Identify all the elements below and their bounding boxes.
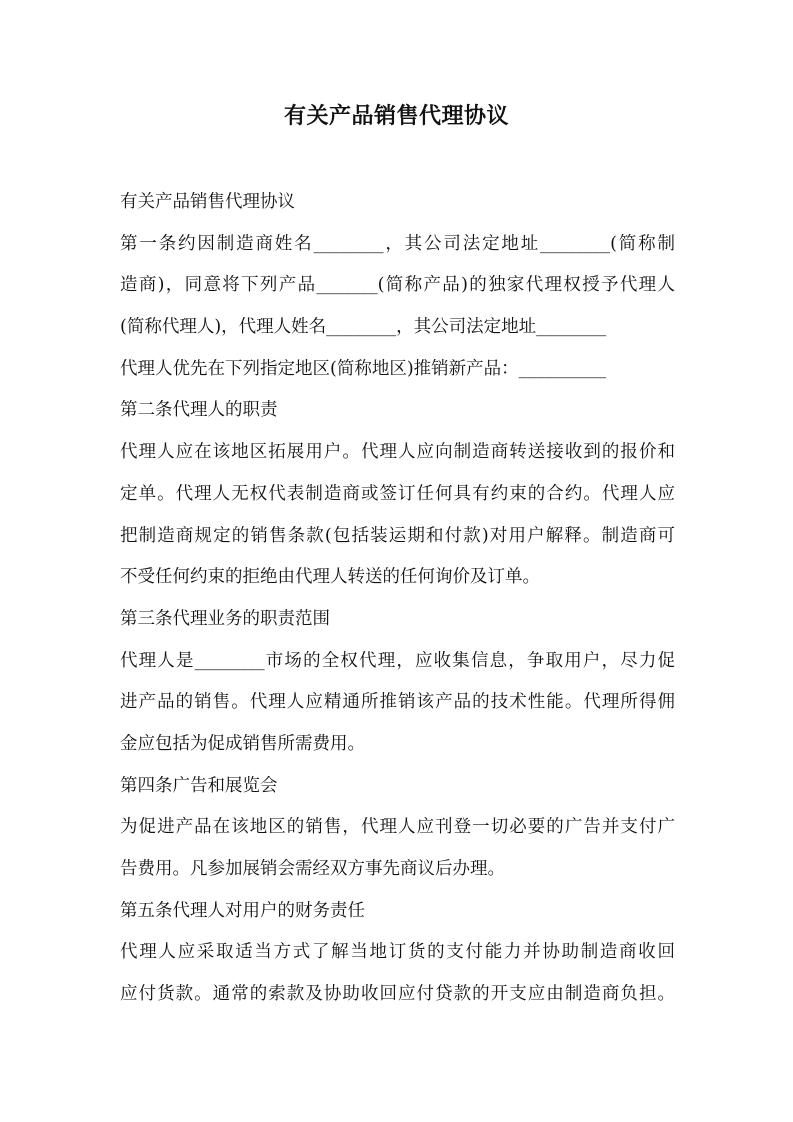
- article-3-heading: 第三条代理业务的职责范围: [120, 608, 330, 629]
- article-1-line-3: (简称代理人)，代理人姓名________，其公司法定地址________: [120, 317, 607, 338]
- document-body: [120, 182, 675, 1016]
- document-title: 有关产品销售代理协议: [283, 103, 509, 129]
- article-4-heading: 第四条广告和展览会: [120, 775, 278, 796]
- article-4-line-1: 为促进产品在该地区的销售，代理人应刊登一切必要的广告并支付广: [120, 817, 675, 838]
- article-5-line-2: 应付货款。通常的索款及协助收回应付贷款的开支应由制造商负担。: [120, 984, 675, 1005]
- article-2-line-3: 把制造商规定的销售条款(包括装运期和付款)对用户解释。制造商可: [120, 525, 675, 546]
- article-2-line-4: 不受任何约束的拒绝由代理人转送的任何询价及订单。: [120, 567, 540, 588]
- article-1-line-4: 代理人优先在下列指定地区(简称地区)推销新产品：__________: [120, 358, 607, 379]
- article-2-line-2: 定单。代理人无权代表制造商或签订任何具有约束的合约。代理人应: [120, 483, 675, 504]
- article-2-line-1: 代理人应在该地区拓展用户。代理人应向制造商转送接收到的报价和: [120, 442, 675, 463]
- article-2-heading: 第二条代理人的职责: [120, 400, 278, 421]
- article-1-line-1: 第一条约因制造商姓名________，其公司法定地址________(简称制: [120, 233, 675, 254]
- intro-heading: 有关产品销售代理协议: [120, 192, 295, 212]
- article-1-line-2: 造商)，同意将下列产品_______(简称产品)的独家代理权授予代理人: [120, 275, 675, 296]
- article-5-line-1: 代理人应采取适当方式了解当地订货的支付能力并协助制造商收回: [120, 942, 675, 963]
- article-3-line-2: 进产品的销售。代理人应精通所推销该产品的技术性能。代理所得佣: [120, 692, 675, 713]
- article-4-line-2: 告费用。凡参加展销会需经双方事先商议后办理。: [120, 859, 505, 879]
- article-5-heading: 第五条代理人对用户的财务责任: [120, 900, 365, 921]
- article-3-line-3: 金应包括为促成销售所需费用。: [120, 733, 365, 754]
- article-3-line-1: 代理人是________市场的全权代理，应收集信息，争取用户，尽力促: [120, 650, 675, 671]
